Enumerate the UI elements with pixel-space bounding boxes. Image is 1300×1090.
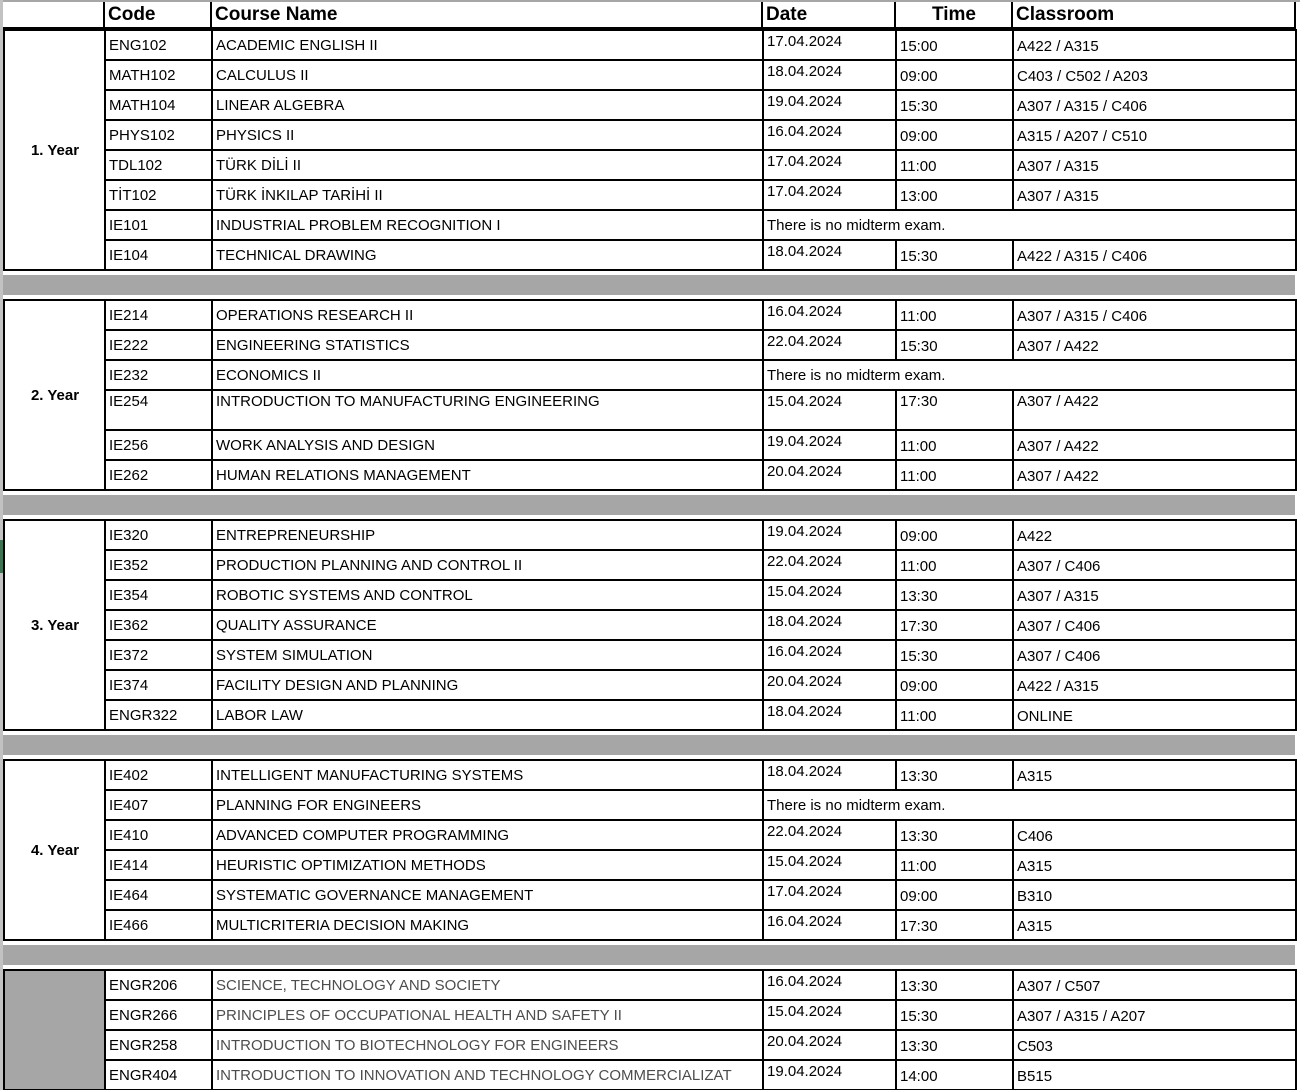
cell-course-code[interactable]: IE214 <box>105 300 212 330</box>
cell-course-name[interactable]: ECONOMICS II <box>212 360 763 390</box>
separator-gray-band <box>3 275 1295 295</box>
year-cell[interactable]: 3. Year <box>4 520 105 730</box>
cell-course-code[interactable]: IE402 <box>105 760 212 790</box>
cell-course-code[interactable]: TİT102 <box>105 180 212 210</box>
table-row <box>4 580 1296 610</box>
cell-classroom[interactable]: A307 / A315 <box>1013 180 1296 210</box>
year-section <box>3 29 1297 271</box>
cell-date[interactable]: 19.04.2024 <box>763 1060 896 1090</box>
cell-time[interactable]: 13:30 <box>896 760 1013 790</box>
table-row <box>4 430 1296 460</box>
table-row <box>4 790 1296 820</box>
cell-course-name[interactable]: CALCULUS II <box>212 60 763 90</box>
cell-classroom[interactable]: A307 / A422 <box>1013 460 1296 490</box>
year-cell[interactable] <box>4 970 105 1090</box>
cell-date[interactable]: 15.04.2024 <box>763 390 896 430</box>
cell-course-name[interactable]: INTRODUCTION TO MANUFACTURING ENGINEERING <box>212 390 763 430</box>
section-separator <box>3 941 1295 969</box>
cell-time[interactable]: 11:00 <box>896 430 1013 460</box>
cell-course-code[interactable]: IE104 <box>105 240 212 270</box>
table-row <box>4 390 1296 430</box>
cell-time[interactable]: 15:30 <box>896 640 1013 670</box>
year-section <box>3 299 1297 491</box>
cell-date[interactable]: 16.04.2024 <box>763 300 896 330</box>
table-row <box>4 640 1296 670</box>
cell-course-name[interactable]: LINEAR ALGEBRA <box>212 90 763 120</box>
table-row <box>4 460 1296 490</box>
cell-course-name[interactable]: ENGINEERING STATISTICS <box>212 330 763 360</box>
cell-classroom[interactable]: A315 <box>1013 850 1296 880</box>
table-row <box>4 150 1296 180</box>
cell-date[interactable]: 18.04.2024 <box>763 240 896 270</box>
section-separator <box>3 491 1295 519</box>
cell-course-code[interactable]: IE464 <box>105 880 212 910</box>
cell-date[interactable]: 15.04.2024 <box>763 1000 896 1030</box>
cell-classroom[interactable]: A315 <box>1013 910 1296 940</box>
cell-course-name[interactable]: ADVANCED COMPUTER PROGRAMMING <box>212 820 763 850</box>
cell-date[interactable]: 19.04.2024 <box>763 90 896 120</box>
cell-course-name[interactable]: LABOR LAW <box>212 700 763 730</box>
cell-classroom[interactable]: A307 / A422 <box>1013 430 1296 460</box>
cell-classroom[interactable]: A422 / A315 / C406 <box>1013 240 1296 270</box>
year-sections <box>3 29 1295 1090</box>
cell-no-exam[interactable]: There is no midterm exam. <box>763 210 1296 240</box>
cell-course-name[interactable]: TÜRK İNKILAP TARİHİ II <box>212 180 763 210</box>
cell-time[interactable]: 11:00 <box>896 850 1013 880</box>
cell-classroom[interactable]: A307 / C406 <box>1013 550 1296 580</box>
cell-classroom[interactable]: A315 / A207 / C510 <box>1013 120 1296 150</box>
cell-date[interactable]: 20.04.2024 <box>763 1030 896 1060</box>
cell-classroom[interactable]: A307 / C406 <box>1013 610 1296 640</box>
table-row <box>4 360 1296 390</box>
cell-course-name[interactable]: FACILITY DESIGN AND PLANNING <box>212 670 763 700</box>
cell-date[interactable]: 16.04.2024 <box>763 970 896 1000</box>
cell-course-name[interactable]: MULTICRITERIA DECISION MAKING <box>212 910 763 940</box>
table-row <box>4 970 1296 1000</box>
cell-classroom[interactable]: A315 <box>1013 760 1296 790</box>
cell-date[interactable]: 22.04.2024 <box>763 820 896 850</box>
cell-date[interactable]: 22.04.2024 <box>763 330 896 360</box>
cell-course-name[interactable]: SYSTEMATIC GOVERNANCE MANAGEMENT <box>212 880 763 910</box>
cell-time[interactable]: 09:00 <box>896 670 1013 700</box>
cell-date[interactable]: 22.04.2024 <box>763 550 896 580</box>
cell-classroom[interactable]: A422 / A315 <box>1013 30 1296 60</box>
cell-date[interactable]: 17.04.2024 <box>763 150 896 180</box>
year-cell[interactable]: 1. Year <box>4 30 105 270</box>
cell-course-code[interactable]: ENGR258 <box>105 1030 212 1060</box>
table-row <box>4 30 1296 60</box>
separator-gray-band <box>3 495 1295 515</box>
header-blank-cell[interactable] <box>3 2 104 28</box>
cell-time[interactable]: 15:30 <box>896 90 1013 120</box>
table-row <box>4 820 1296 850</box>
cell-course-code[interactable]: ENG102 <box>105 30 212 60</box>
cell-course-code[interactable]: IE320 <box>105 520 212 550</box>
cell-classroom[interactable]: A307 / C406 <box>1013 640 1296 670</box>
table-row <box>4 1060 1296 1090</box>
table-row <box>4 610 1296 640</box>
cell-course-code[interactable]: MATH104 <box>105 90 212 120</box>
year-cell[interactable]: 2. Year <box>4 300 105 490</box>
cell-time[interactable]: 14:00 <box>896 1060 1013 1090</box>
cell-course-name[interactable]: PHYSICS II <box>212 120 763 150</box>
cell-time[interactable]: 13:30 <box>896 820 1013 850</box>
header-code[interactable]: Code <box>104 2 211 28</box>
cell-course-name[interactable]: HUMAN RELATIONS MANAGEMENT <box>212 460 763 490</box>
cell-course-name[interactable]: ROBOTIC SYSTEMS AND CONTROL <box>212 580 763 610</box>
cell-time[interactable]: 13:30 <box>896 580 1013 610</box>
cell-classroom[interactable]: A307 / A315 <box>1013 580 1296 610</box>
cell-time[interactable]: 13:00 <box>896 180 1013 210</box>
cell-classroom[interactable]: A307 / A315 / C406 <box>1013 300 1296 330</box>
cell-time[interactable]: 15:30 <box>896 1000 1013 1030</box>
cell-course-code[interactable]: IE410 <box>105 820 212 850</box>
table-row <box>4 910 1296 940</box>
cell-time[interactable]: 15:00 <box>896 30 1013 60</box>
cell-date[interactable]: 15.04.2024 <box>763 850 896 880</box>
cell-date[interactable]: 19.04.2024 <box>763 520 896 550</box>
table-row <box>4 850 1296 880</box>
cell-course-code[interactable]: IE254 <box>105 390 212 430</box>
cell-classroom[interactable]: C403 / C502 / A203 <box>1013 60 1296 90</box>
year-section <box>3 759 1297 941</box>
cell-course-name[interactable]: INTRODUCTION TO INNOVATION AND TECHNOLOGY COMMERCIALIZAT <box>212 1060 763 1090</box>
cell-date[interactable]: 18.04.2024 <box>763 60 896 90</box>
cell-time[interactable]: 11:00 <box>896 150 1013 180</box>
year-section <box>3 519 1297 731</box>
cell-course-code[interactable]: IE407 <box>105 790 212 820</box>
cell-course-name[interactable]: ACADEMIC ENGLISH II <box>212 30 763 60</box>
cell-classroom[interactable]: A307 / A422 <box>1013 390 1296 430</box>
cell-course-code[interactable]: IE352 <box>105 550 212 580</box>
table-row <box>4 330 1296 360</box>
cell-course-name[interactable]: INTELLIGENT MANUFACTURING SYSTEMS <box>212 760 763 790</box>
cell-classroom[interactable]: A307 / C507 <box>1013 970 1296 1000</box>
cell-time[interactable]: 09:00 <box>896 520 1013 550</box>
table-row <box>4 210 1296 240</box>
cell-course-code[interactable]: ENGR206 <box>105 970 212 1000</box>
cell-course-name[interactable]: QUALITY ASSURANCE <box>212 610 763 640</box>
cell-date[interactable]: 15.04.2024 <box>763 580 896 610</box>
cell-course-code[interactable]: IE466 <box>105 910 212 940</box>
section-separator <box>3 731 1295 759</box>
cell-course-name[interactable]: INDUSTRIAL PROBLEM RECOGNITION I <box>212 210 763 240</box>
cell-course-name[interactable]: PRINCIPLES OF OCCUPATIONAL HEALTH AND SAFETY II <box>212 1000 763 1030</box>
table-row <box>4 300 1296 330</box>
cell-course-name[interactable]: SCIENCE, TECHNOLOGY AND SOCIETY <box>212 970 763 1000</box>
cell-classroom[interactable]: C503 <box>1013 1030 1296 1060</box>
cell-time[interactable]: 11:00 <box>896 300 1013 330</box>
cell-classroom[interactable]: A422 <box>1013 520 1296 550</box>
cell-date[interactable]: 20.04.2024 <box>763 460 896 490</box>
cell-time[interactable]: 09:00 <box>896 60 1013 90</box>
table-row <box>4 1030 1296 1060</box>
cell-no-exam[interactable]: There is no midterm exam. <box>763 790 1296 820</box>
cell-classroom[interactable]: A422 / A315 <box>1013 670 1296 700</box>
header-course-name[interactable]: Course Name <box>211 2 762 28</box>
cell-date[interactable]: 17.04.2024 <box>763 180 896 210</box>
cell-time[interactable]: 17:30 <box>896 610 1013 640</box>
cell-classroom[interactable]: A307 / A315 / C406 <box>1013 90 1296 120</box>
cell-time[interactable]: 17:30 <box>896 910 1013 940</box>
cell-classroom[interactable]: B515 <box>1013 1060 1296 1090</box>
cell-date[interactable]: 18.04.2024 <box>763 610 896 640</box>
cell-course-name[interactable]: PLANNING FOR ENGINEERS <box>212 790 763 820</box>
cell-classroom[interactable]: A307 / A315 / A207 <box>1013 1000 1296 1030</box>
cell-course-code[interactable]: IE232 <box>105 360 212 390</box>
cell-date[interactable]: 17.04.2024 <box>763 880 896 910</box>
cell-time[interactable]: 11:00 <box>896 460 1013 490</box>
table-row <box>3 2 1295 28</box>
year-section <box>3 969 1297 1090</box>
table-row <box>4 670 1296 700</box>
cell-course-name[interactable]: ENTREPRENEURSHIP <box>212 520 763 550</box>
cell-date[interactable]: 16.04.2024 <box>763 910 896 940</box>
cell-course-name[interactable]: SYSTEM SIMULATION <box>212 640 763 670</box>
cell-course-code[interactable]: IE362 <box>105 610 212 640</box>
cell-course-code[interactable]: IE222 <box>105 330 212 360</box>
table-row <box>4 90 1296 120</box>
table-row <box>4 520 1296 550</box>
cell-course-name[interactable]: PRODUCTION PLANNING AND CONTROL II <box>212 550 763 580</box>
cell-date[interactable]: 17.04.2024 <box>763 30 896 60</box>
cell-course-name[interactable]: INTRODUCTION TO BIOTECHNOLOGY FOR ENGINEERS <box>212 1030 763 1060</box>
cell-course-code[interactable]: IE374 <box>105 670 212 700</box>
cell-course-name[interactable]: TECHNICAL DRAWING <box>212 240 763 270</box>
cell-course-name[interactable]: WORK ANALYSIS AND DESIGN <box>212 430 763 460</box>
cell-date[interactable]: 16.04.2024 <box>763 640 896 670</box>
cell-time[interactable]: 15:30 <box>896 240 1013 270</box>
cell-time[interactable]: 11:00 <box>896 550 1013 580</box>
cell-course-code[interactable]: ENGR266 <box>105 1000 212 1030</box>
cell-date[interactable]: 18.04.2024 <box>763 700 896 730</box>
cell-course-code[interactable]: IE101 <box>105 210 212 240</box>
cell-date[interactable]: 18.04.2024 <box>763 760 896 790</box>
cell-no-exam[interactable]: There is no midterm exam. <box>763 360 1296 390</box>
cell-classroom[interactable]: ONLINE <box>1013 700 1296 730</box>
cell-course-name[interactable]: OPERATIONS RESEARCH II <box>212 300 763 330</box>
header-date[interactable]: Date <box>762 2 895 28</box>
table-row <box>4 180 1296 210</box>
year-cell[interactable]: 4. Year <box>4 760 105 940</box>
cell-time[interactable]: 09:00 <box>896 120 1013 150</box>
table-row <box>4 760 1296 790</box>
separator-gray-band <box>3 945 1295 965</box>
cell-course-code[interactable]: IE354 <box>105 580 212 610</box>
cell-classroom[interactable]: A307 / A315 <box>1013 150 1296 180</box>
cell-time[interactable]: 13:30 <box>896 1030 1013 1060</box>
cell-course-code[interactable]: IE372 <box>105 640 212 670</box>
table-row <box>4 880 1296 910</box>
cell-time[interactable]: 11:00 <box>896 700 1013 730</box>
table-row <box>4 60 1296 90</box>
table-row <box>4 120 1296 150</box>
table-row <box>4 700 1296 730</box>
separator-gray-band <box>3 735 1295 755</box>
cell-course-code[interactable]: IE414 <box>105 850 212 880</box>
cell-time[interactable]: 15:30 <box>896 330 1013 360</box>
cell-course-code[interactable]: ENGR404 <box>105 1060 212 1090</box>
cell-course-code[interactable]: ENGR322 <box>105 700 212 730</box>
header-time[interactable]: Time <box>895 2 1012 28</box>
exam-schedule-table <box>3 2 1295 1090</box>
section-separator <box>3 271 1295 299</box>
cell-date[interactable]: 19.04.2024 <box>763 430 896 460</box>
cell-course-code[interactable]: MATH102 <box>105 60 212 90</box>
cell-course-code[interactable]: IE256 <box>105 430 212 460</box>
cell-time[interactable]: 09:00 <box>896 880 1013 910</box>
cell-date[interactable]: 16.04.2024 <box>763 120 896 150</box>
cell-date[interactable]: 20.04.2024 <box>763 670 896 700</box>
cell-course-code[interactable]: PHYS102 <box>105 120 212 150</box>
header-row <box>3 2 1296 29</box>
cell-course-code[interactable]: IE262 <box>105 460 212 490</box>
header-classroom[interactable]: Classroom <box>1012 2 1295 28</box>
table-row <box>4 550 1296 580</box>
cell-classroom[interactable]: A307 / A422 <box>1013 330 1296 360</box>
cell-time[interactable]: 17:30 <box>896 390 1013 430</box>
cell-course-name[interactable]: HEURISTIC OPTIMIZATION METHODS <box>212 850 763 880</box>
cell-classroom[interactable]: C406 <box>1013 820 1296 850</box>
cell-time[interactable]: 13:30 <box>896 970 1013 1000</box>
table-row <box>4 1000 1296 1030</box>
cell-course-name[interactable]: TÜRK DİLİ II <box>212 150 763 180</box>
table-row <box>4 240 1296 270</box>
cell-classroom[interactable]: B310 <box>1013 880 1296 910</box>
cell-course-code[interactable]: TDL102 <box>105 150 212 180</box>
